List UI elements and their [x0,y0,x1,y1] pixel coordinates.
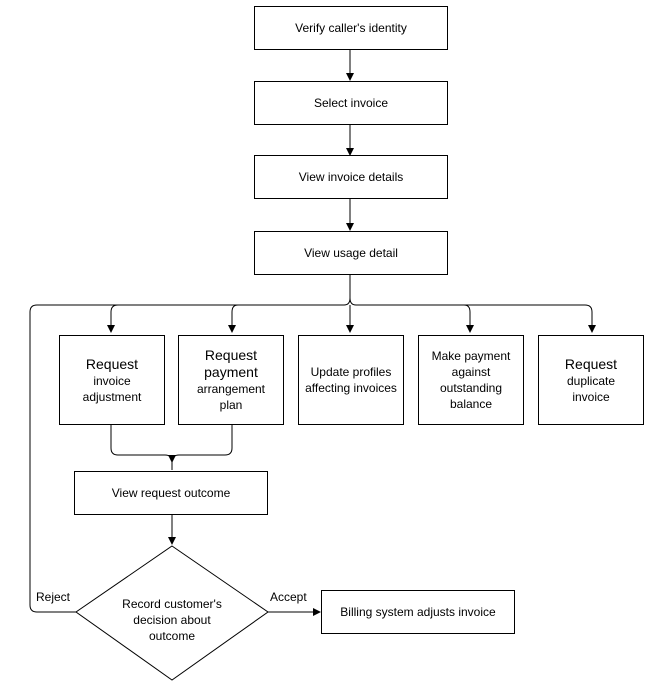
node-label-line: invoice [93,373,131,388]
node-label: Make payment against outstanding balance [431,349,511,411]
node-view-usage-detail [254,231,448,275]
node-label-line: arrangement [196,382,266,396]
node-label-line: Request [85,355,139,372]
node-label: Update profiles affecting invoices [305,365,397,395]
node-request-duplicate-invoice [538,335,644,425]
node-select-invoice [254,81,448,125]
node-label: Verify caller's identity [295,21,407,35]
edge-label-reject: Reject [36,590,71,604]
node-label-line: plan [219,398,243,412]
node-label [565,356,617,405]
node-label: View usage detail [304,246,398,260]
decision-label: Record customer's decision about outcome [122,597,222,643]
edge-to-payment-plan [232,305,238,332]
node-label [83,356,142,405]
node-request-invoice-adjustment [59,335,165,425]
node-view-request-outcome [74,471,268,515]
node-billing-adjusts-invoice [321,590,515,634]
node-verify-identity [254,6,448,50]
node-label: Billing system adjusts invoice [340,605,496,619]
node-label-line: Request [564,355,618,372]
node-label-line: invoice [572,389,610,404]
node-label [197,347,265,413]
node-label-line: duplicate [566,373,616,388]
node-label: Select invoice [313,96,389,110]
node-label-line: payment [204,364,258,380]
node-label: View invoice details [298,170,404,184]
edge-merge-brace [111,425,232,470]
edge-brace-left [111,298,350,332]
edge-label-accept: Accept [270,590,307,604]
node-label-line: adjustment [82,389,142,404]
edge-to-make-payment [464,305,470,332]
node-update-profiles [298,335,404,425]
edge-usage-brace [350,275,592,332]
node-view-invoice-details [254,155,448,199]
node-label: View request outcome [111,486,231,500]
node-make-payment [418,335,524,425]
node-label-line: Request [204,347,258,363]
node-request-payment-plan [178,335,284,425]
